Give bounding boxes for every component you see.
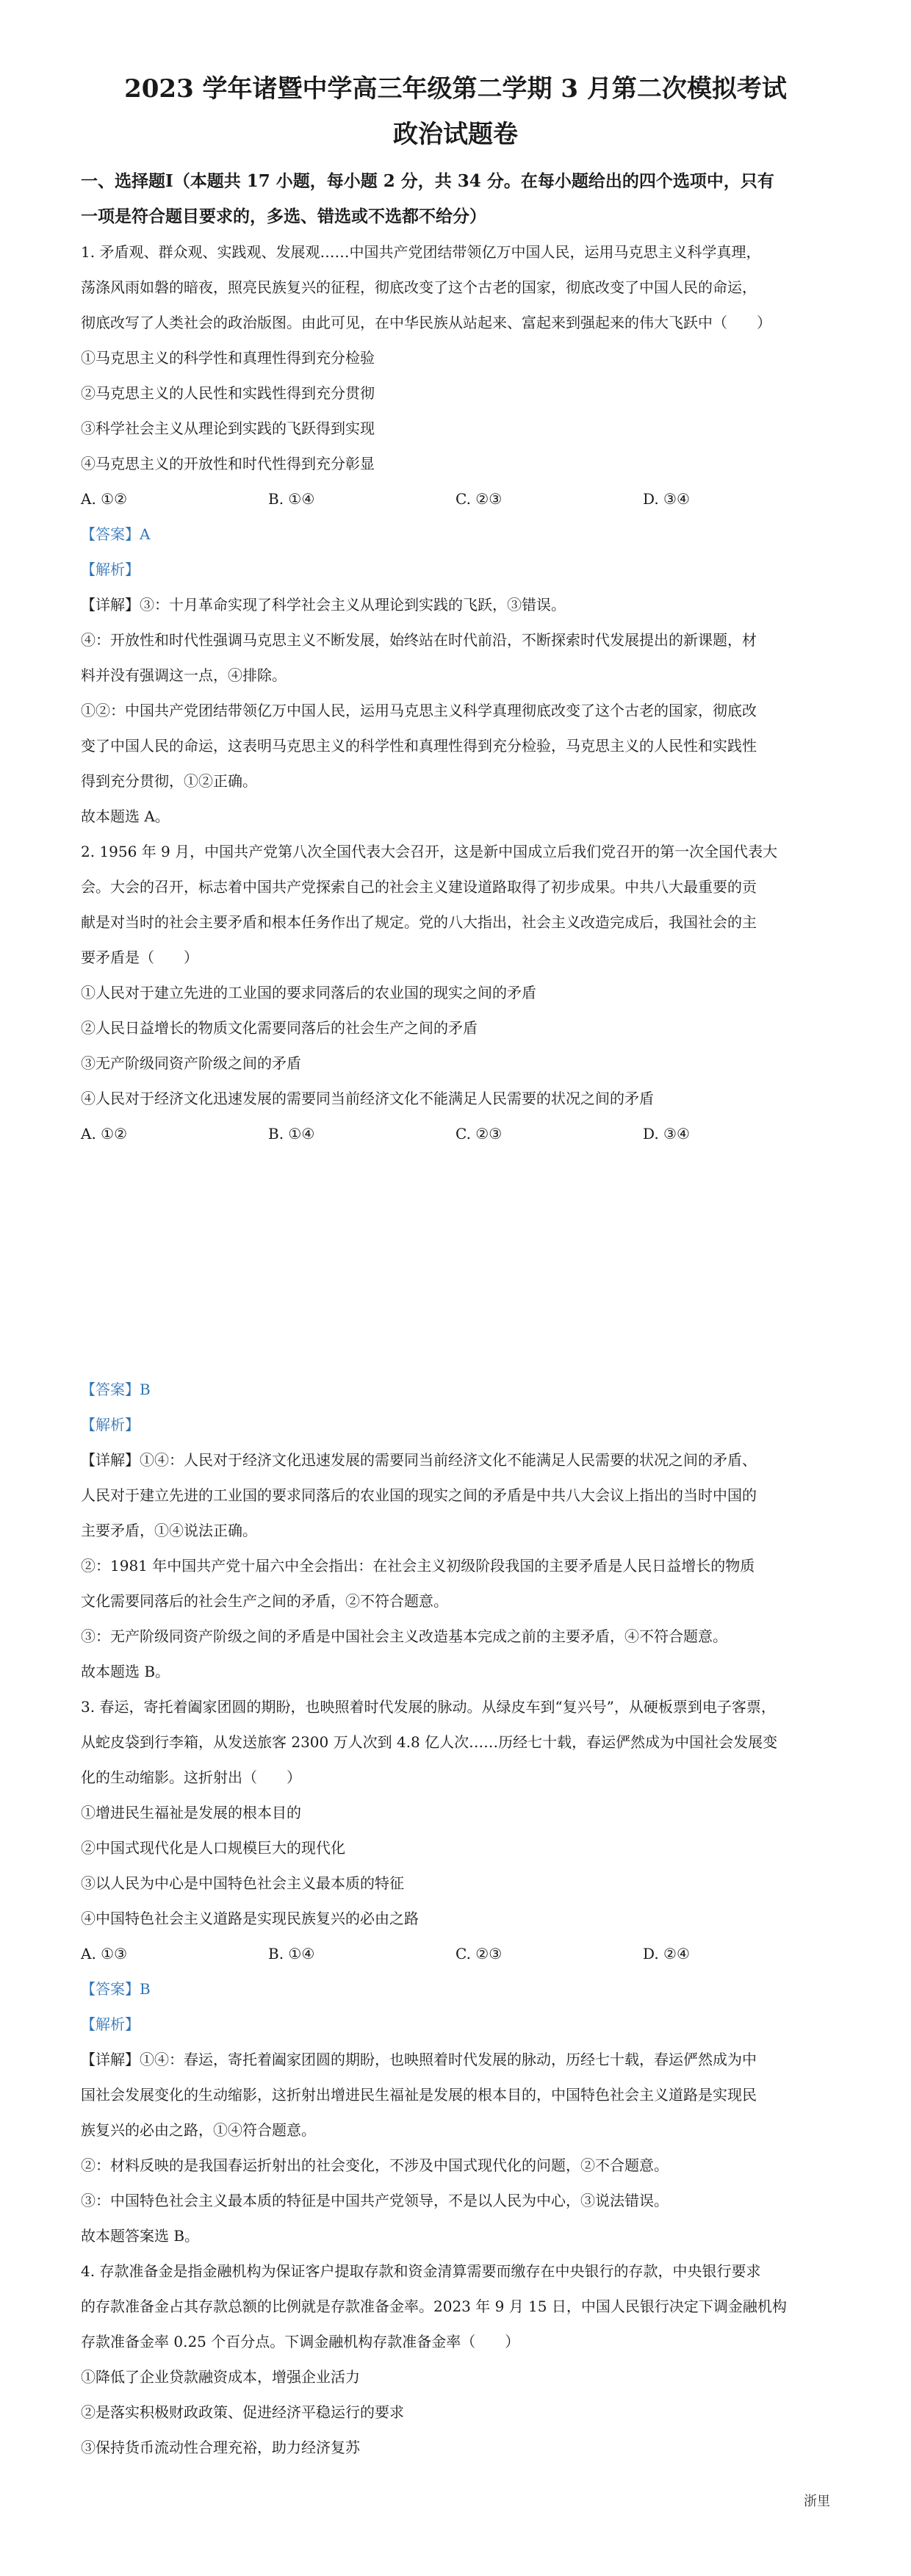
analysis-tag: 【解析】 — [81, 1416, 140, 1433]
answer-choices — [81, 1936, 830, 1971]
choice-c: C. ②③ — [455, 1125, 503, 1143]
answer-choices — [81, 1116, 830, 1151]
exam-title: 2023 学年诸暨中学高三年级第二学期 3 月第二次模拟考试 — [124, 74, 787, 104]
answer-choices — [81, 481, 830, 517]
statement-option: ②人民日益增长的物质文化需要同落后的社会生产之间的矛盾 — [81, 1019, 478, 1037]
detail-line: 变了中国人民的命运，这表明马克思主义的科学性和真理性得到充分检验，马克思主义的人民性和实践性 — [81, 737, 757, 755]
statement-option: ④中国特色社会主义道路是实现民族复兴的必由之路 — [81, 1910, 419, 1927]
choice-c: C. ②③ — [455, 1945, 503, 1962]
statement-option: ①增进民生福祉是发展的根本目的 — [81, 1804, 301, 1821]
choice-b: B. ①④ — [268, 1125, 315, 1143]
choice-d: D. ②④ — [643, 1945, 690, 1962]
detail-line: ①②：中国共产党团结带领亿万中国人民，运用马克思主义科学真理彻底改变了这个古老的国家，彻底改 — [81, 702, 757, 719]
detail-line: 故本题答案选 B。 — [81, 2227, 200, 2245]
detail-line: ③：中国特色社会主义最本质的特征是中国共产党领导，不是以人民为中心，③说法错误。 — [81, 2192, 669, 2209]
choice-a: A. ①② — [81, 1125, 128, 1143]
question-3 — [81, 1689, 830, 2253]
statement-option: ④人民对于经济文化迅速发展的需要同当前经济文化不能满足人民需要的状况之间的矛盾 — [81, 1090, 654, 1107]
analysis-tag: 【解析】 — [81, 2015, 140, 2033]
statement-option: ②马克思主义的人民性和实践性得到充分贯彻 — [81, 384, 375, 402]
question-stem-line: 的存款准备金占其存款总额的比例就是存款准备金率。2023 年 9 月 15 日，中国人民银行决定下调金融机构 — [81, 2298, 787, 2315]
question-stem-line: 彻底改写了人类社会的政治版图。由此可见，在中华民族从站起来、富起来到强起来的伟大飞跃中（ ） — [81, 314, 771, 331]
statement-option: ③科学社会主义从理论到实践的飞跃得到实现 — [81, 420, 375, 437]
detail-line: 国社会发展变化的生动缩影，这折射出增进民生福祉是发展的根本目的，中国特色社会主义道路是实现民 — [81, 2086, 757, 2104]
detail-line: 人民对于建立先进的工业国的要求同落后的农业国的现实之间的矛盾是中共八大会议上指出的当时中国的 — [81, 1486, 757, 1504]
analysis-tag: 【解析】 — [81, 561, 140, 578]
exam-subtitle: 政治试题卷 — [393, 120, 518, 149]
question-stem-line: 存款准备金率 0.25 个百分点。下调金融机构存款准备金率（ ） — [81, 2333, 520, 2350]
choice-c: C. ②③ — [455, 490, 503, 508]
choice-d: D. ③④ — [643, 1125, 690, 1143]
statement-option: ①人民对于建立先进的工业国的要求同落后的农业国的现实之间的矛盾 — [81, 984, 536, 1001]
question-stem-line: 4. 存款准备金是指金融机构为保证客户提取存款和资金清算需要而缴存在中央银行的存款，中央银行要求 — [81, 2262, 761, 2280]
statement-option: ②中国式现代化是人口规模巨大的现代化 — [81, 1839, 345, 1857]
answer-tag: 【答案】B — [81, 1980, 151, 1998]
blank-space — [81, 1151, 830, 1372]
detail-line: 【详解】①④：春运，寄托着阖家团圆的期盼，也映照着时代发展的脉动，历经七十载，春运俨然成为中 — [81, 2051, 757, 2068]
detail-line: 得到充分贯彻，①②正确。 — [81, 772, 257, 790]
question-stem-line: 献是对当时的社会主要矛盾和根本任务作出了规定。党的八大指出，社会主义改造完成后，我国社会的主 — [81, 913, 757, 931]
statement-option: ④马克思主义的开放性和时代性得到充分彰显 — [81, 455, 375, 472]
answer-tag: 【答案】A — [81, 525, 151, 543]
detail-line: 族复兴的必由之路，①④符合题意。 — [81, 2121, 316, 2139]
detail-line: 【详解】①④：人民对于经济文化迅速发展的需要同当前经济文化不能满足人民需要的状况之间的矛盾、 — [81, 1451, 757, 1469]
detail-line: ④：开放性和时代性强调马克思主义不断发展，始终站在时代前沿，不断探索时代发展提出的新课题，材 — [81, 631, 757, 649]
statement-option: ③以人民为中心是中国特色社会主义最本质的特征 — [81, 1874, 404, 1892]
detail-line: 故本题选 A。 — [81, 807, 170, 825]
detail-line: 主要矛盾，①④说法正确。 — [81, 1522, 257, 1539]
question-2 — [81, 834, 830, 1689]
statement-option: ③保持货币流动性合理充裕，助力经济复苏 — [81, 2439, 360, 2456]
section-heading-line-1: 一、选择题Ⅰ（本题共 17 小题，每小题 2 分，共 34 分。在每小题给出的四个选项中，只有 — [81, 171, 774, 191]
detail-line: 【详解】③：十月革命实现了科学社会主义从理论到实践的飞跃，③错误。 — [81, 596, 566, 614]
choice-b: B. ①④ — [268, 490, 315, 508]
detail-line: 文化需要同落后的社会生产之间的矛盾，②不符合题意。 — [81, 1592, 448, 1610]
question-stem-line: 1. 矛盾观、群众观、实践观、发展观……中国共产党团结带领亿万中国人民，运用马克思主义科学真理， — [81, 243, 761, 261]
detail-line: 料并没有强调这一点，④排除。 — [81, 666, 287, 684]
choice-d: D. ③④ — [643, 490, 690, 508]
choice-a: A. ①② — [81, 490, 128, 508]
statement-option: ①降低了企业贷款融资成本，增强企业活力 — [81, 2368, 360, 2386]
question-stem-line: 要矛盾是（ ） — [81, 949, 198, 966]
detail-line: ②：材料反映的是我国春运折射出的社会变化，不涉及中国式现代化的问题，②不合题意。 — [81, 2156, 669, 2174]
question-stem-line: 2. 1956 年 9 月，中国共产党第八次全国代表大会召开，这是新中国成立后我们党召开的第一次全国代表大 — [81, 843, 778, 860]
page-footer-label: 浙里 — [804, 2494, 830, 2509]
question-stem-line: 化的生动缩影。这折射出（ ） — [81, 1769, 301, 1786]
question-stem-line: 荡涤风雨如磐的暗夜，照亮民族复兴的征程，彻底改变了这个古老的国家，彻底改变了中国人民的命运， — [81, 278, 757, 296]
question-1 — [81, 234, 830, 834]
section-heading-line-2: 一项是符合题目要求的，多选、错选或不选都不给分） — [81, 206, 486, 226]
statement-option: ③无产阶级同资产阶级之间的矛盾 — [81, 1054, 301, 1072]
statement-option: ①马克思主义的科学性和真理性得到充分检验 — [81, 349, 375, 367]
detail-line: 故本题选 B。 — [81, 1663, 170, 1680]
answer-tag: 【答案】B — [81, 1381, 151, 1398]
choice-a: A. ①③ — [81, 1945, 128, 1962]
detail-line: ②：1981 年中国共产党十届六中全会指出：在社会主义初级阶段我国的主要矛盾是人民日益增长的物质 — [81, 1557, 755, 1575]
exam-page — [81, 70, 830, 2465]
question-4 — [81, 2253, 830, 2465]
question-stem-line: 3. 春运，寄托着阖家团圆的期盼，也映照着时代发展的脉动。从绿皮车到“复兴号”，从硬板票到电子客票， — [81, 1698, 776, 1716]
choice-b: B. ①④ — [268, 1945, 315, 1962]
detail-line: ③：无产阶级同资产阶级之间的矛盾是中国社会主义改造基本完成之前的主要矛盾，④不符合题意。 — [81, 1627, 727, 1645]
question-stem-line: 会。大会的召开，标志着中国共产党探索自己的社会主义建设道路取得了初步成果。中共八大最重要的贡 — [81, 878, 757, 896]
question-stem-line: 从蛇皮袋到行李箱，从发送旅客 2300 万人次到 4.8 亿人次……历经七十载，春运俨然成为中国社会发展变 — [81, 1733, 778, 1751]
statement-option: ②是落实积极财政政策、促进经济平稳运行的要求 — [81, 2403, 404, 2421]
